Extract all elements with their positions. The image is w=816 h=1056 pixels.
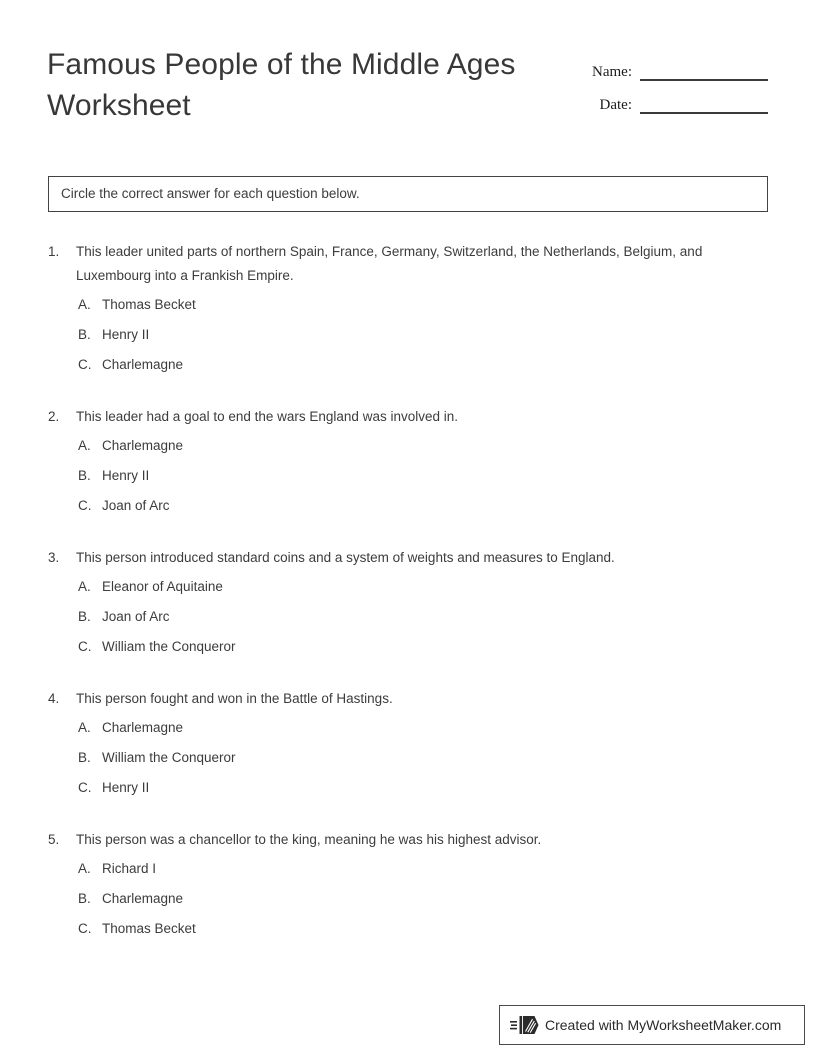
option-text: Henry II <box>102 327 150 342</box>
option-text: Thomas Becket <box>102 921 196 936</box>
answer-option[interactable] <box>78 747 768 777</box>
date-input-line[interactable] <box>640 92 768 114</box>
student-info-fields <box>572 48 768 114</box>
answer-option[interactable] <box>78 354 768 384</box>
option-letter: A. <box>78 297 91 312</box>
answer-option[interactable] <box>78 465 768 495</box>
question-number: 3. <box>48 550 60 565</box>
option-text: Eleanor of Aquitaine <box>102 579 223 594</box>
option-letter: B. <box>78 327 91 342</box>
instruction-box <box>48 176 768 212</box>
quill-logo-icon <box>509 1012 543 1038</box>
option-text: Charlemagne <box>102 720 184 735</box>
name-input-line[interactable] <box>640 59 768 81</box>
question-number: 1. <box>48 244 60 259</box>
option-text: Joan of Arc <box>102 609 170 624</box>
option-text: Henry II <box>102 780 150 795</box>
answer-option[interactable] <box>78 717 768 747</box>
answer-option[interactable] <box>78 858 768 888</box>
page-title: Famous People of the Middle Ages Worksheet <box>47 48 516 122</box>
option-letter: A. <box>78 438 91 453</box>
option-letter: C. <box>78 639 92 654</box>
option-letter: C. <box>78 357 92 372</box>
question-text: This person introduced standard coins and a system of weights and measures to England. <box>76 550 615 565</box>
question-text: This person fought and won in the Battle of Hastings. <box>76 691 393 706</box>
question-text: This leader united parts of northern Spain, France, Germany, Switzerland, the Netherlands, Belgium, and Luxembourg into a Frankish Empire. <box>76 244 703 283</box>
answer-options <box>48 858 768 948</box>
question-item <box>0 240 816 384</box>
name-label: Name: <box>592 64 632 80</box>
question-header <box>48 240 768 288</box>
questions-list <box>0 240 816 969</box>
answer-options <box>48 435 768 525</box>
answer-option[interactable] <box>78 294 768 324</box>
answer-option[interactable] <box>78 324 768 354</box>
instruction-text: Circle the correct answer for each question below. <box>61 186 360 201</box>
question-number: 2. <box>48 409 60 424</box>
question-text: This person was a chancellor to the king, meaning he was his highest advisor. <box>76 832 542 847</box>
question-header <box>48 405 768 429</box>
created-with-label: Created with MyWorksheetMaker.com <box>545 1017 782 1033</box>
question-item <box>0 828 816 948</box>
answer-option[interactable] <box>78 918 768 948</box>
option-text: Charlemagne <box>102 438 184 453</box>
option-letter: B. <box>78 891 91 906</box>
question-item <box>0 405 816 525</box>
answer-option[interactable] <box>78 888 768 918</box>
option-text: Charlemagne <box>102 357 184 372</box>
answer-option[interactable] <box>78 435 768 465</box>
question-header <box>48 546 768 570</box>
date-field-row <box>572 81 768 114</box>
answer-option[interactable] <box>78 777 768 807</box>
answer-options <box>48 717 768 807</box>
option-letter: C. <box>78 780 92 795</box>
option-text: Henry II <box>102 468 150 483</box>
option-letter: A. <box>78 579 91 594</box>
question-number: 5. <box>48 832 60 847</box>
option-text: Charlemagne <box>102 891 184 906</box>
question-item <box>0 687 816 807</box>
created-with-badge[interactable] <box>499 1005 805 1045</box>
name-field-row <box>572 48 768 81</box>
question-header <box>48 687 768 711</box>
option-letter: B. <box>78 609 91 624</box>
worksheet-header <box>0 0 816 160</box>
option-letter: A. <box>78 861 91 876</box>
option-letter: B. <box>78 750 91 765</box>
answer-option[interactable] <box>78 606 768 636</box>
option-letter: B. <box>78 468 91 483</box>
option-text: William the Conqueror <box>102 750 236 765</box>
option-text: William the Conqueror <box>102 639 236 654</box>
answer-options <box>48 576 768 666</box>
question-header <box>48 828 768 852</box>
option-letter: C. <box>78 921 92 936</box>
option-letter: A. <box>78 720 91 735</box>
option-text: Richard I <box>102 861 157 876</box>
question-text: This leader had a goal to end the wars England was involved in. <box>76 409 458 424</box>
date-label: Date: <box>599 97 632 113</box>
answer-option[interactable] <box>78 495 768 525</box>
option-text: Thomas Becket <box>102 297 196 312</box>
answer-options <box>48 294 768 384</box>
answer-option[interactable] <box>78 576 768 606</box>
option-letter: C. <box>78 498 92 513</box>
answer-option[interactable] <box>78 636 768 666</box>
question-number: 4. <box>48 691 60 706</box>
question-item <box>0 546 816 666</box>
option-text: Joan of Arc <box>102 498 170 513</box>
